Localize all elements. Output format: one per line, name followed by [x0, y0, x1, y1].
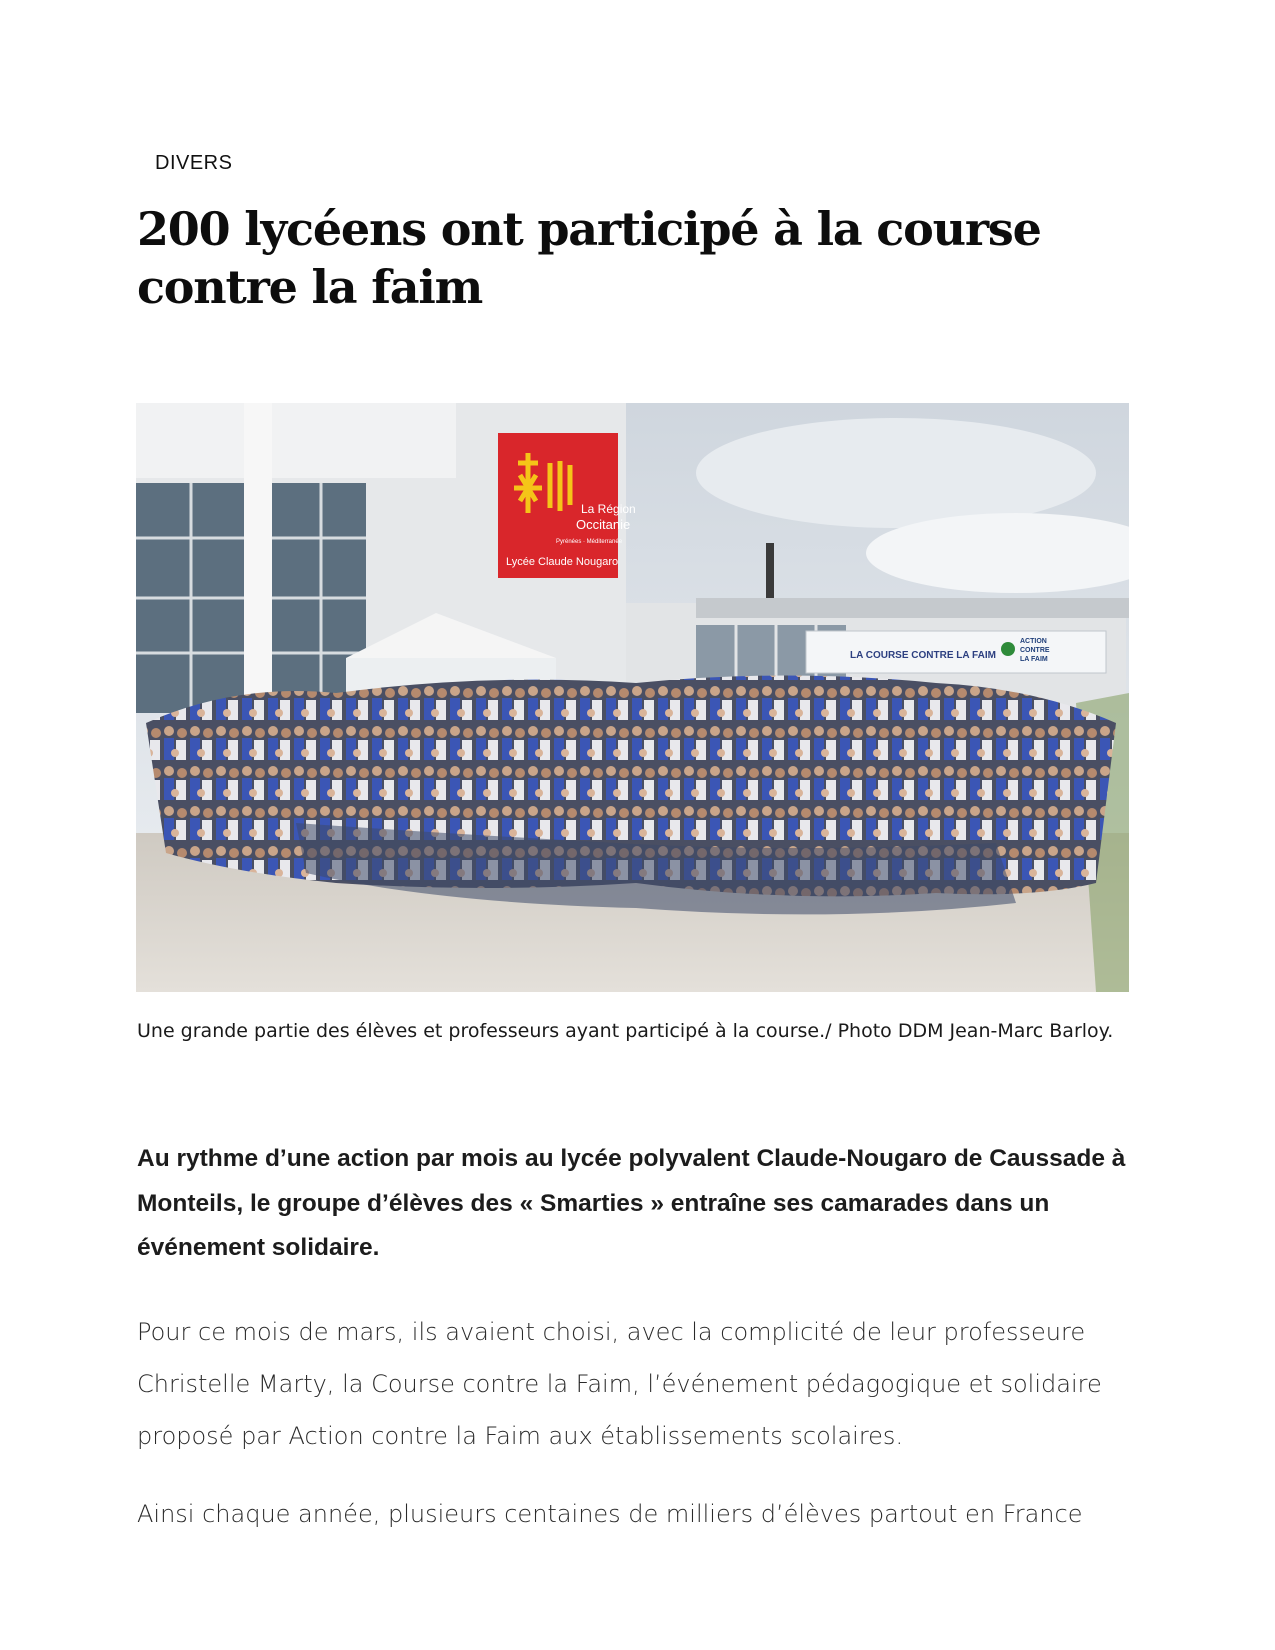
article-paragraph: Pour ce mois de mars, ils avaient choisi, avec la complicité de leur professeure Christelle Marty, la Course contre la Faim, l’événement pédagogique et solidaire proposé par Action contre la Faim aux établissements scolaires.: [137, 1318, 1102, 1450]
article-photo: [136, 403, 1129, 992]
banner-logo-line2: CONTRE: [1020, 647, 1050, 654]
sign-region-text: La Région: [581, 502, 636, 516]
banner-logo-line1: ACTION: [1020, 638, 1047, 645]
article-title: 200 lycéens ont participé à la course contre la faim: [137, 202, 1041, 314]
banner-text: LA COURSE CONTRE LA FAIM: [850, 650, 996, 661]
sign-subregion-text: Pyrénées · Méditerranée: [556, 539, 623, 545]
sign-lycee-text: Lycée Claude Nougaro: [506, 556, 619, 568]
article-category: DIVERS: [155, 152, 233, 174]
article-paragraph: Ainsi chaque année, plusieurs centaines de milliers d’élèves partout en France: [137, 1500, 1083, 1528]
banner-logo-line3: LA FAIM: [1020, 656, 1048, 663]
photo-caption: Une grande partie des élèves et professeurs ayant participé à la course./ Photo DDM Jean-Marc Barloy.: [137, 1020, 1114, 1042]
article-lead: Au rythme d’une action par mois au lycée polyvalent Claude-Nougaro de Caussade à Monteils, le groupe d’élèves des « Smarties » entraîne ses camarades dans un événement solidaire.: [137, 1145, 1126, 1261]
sign-occitanie-text: Occitanie: [576, 517, 631, 532]
